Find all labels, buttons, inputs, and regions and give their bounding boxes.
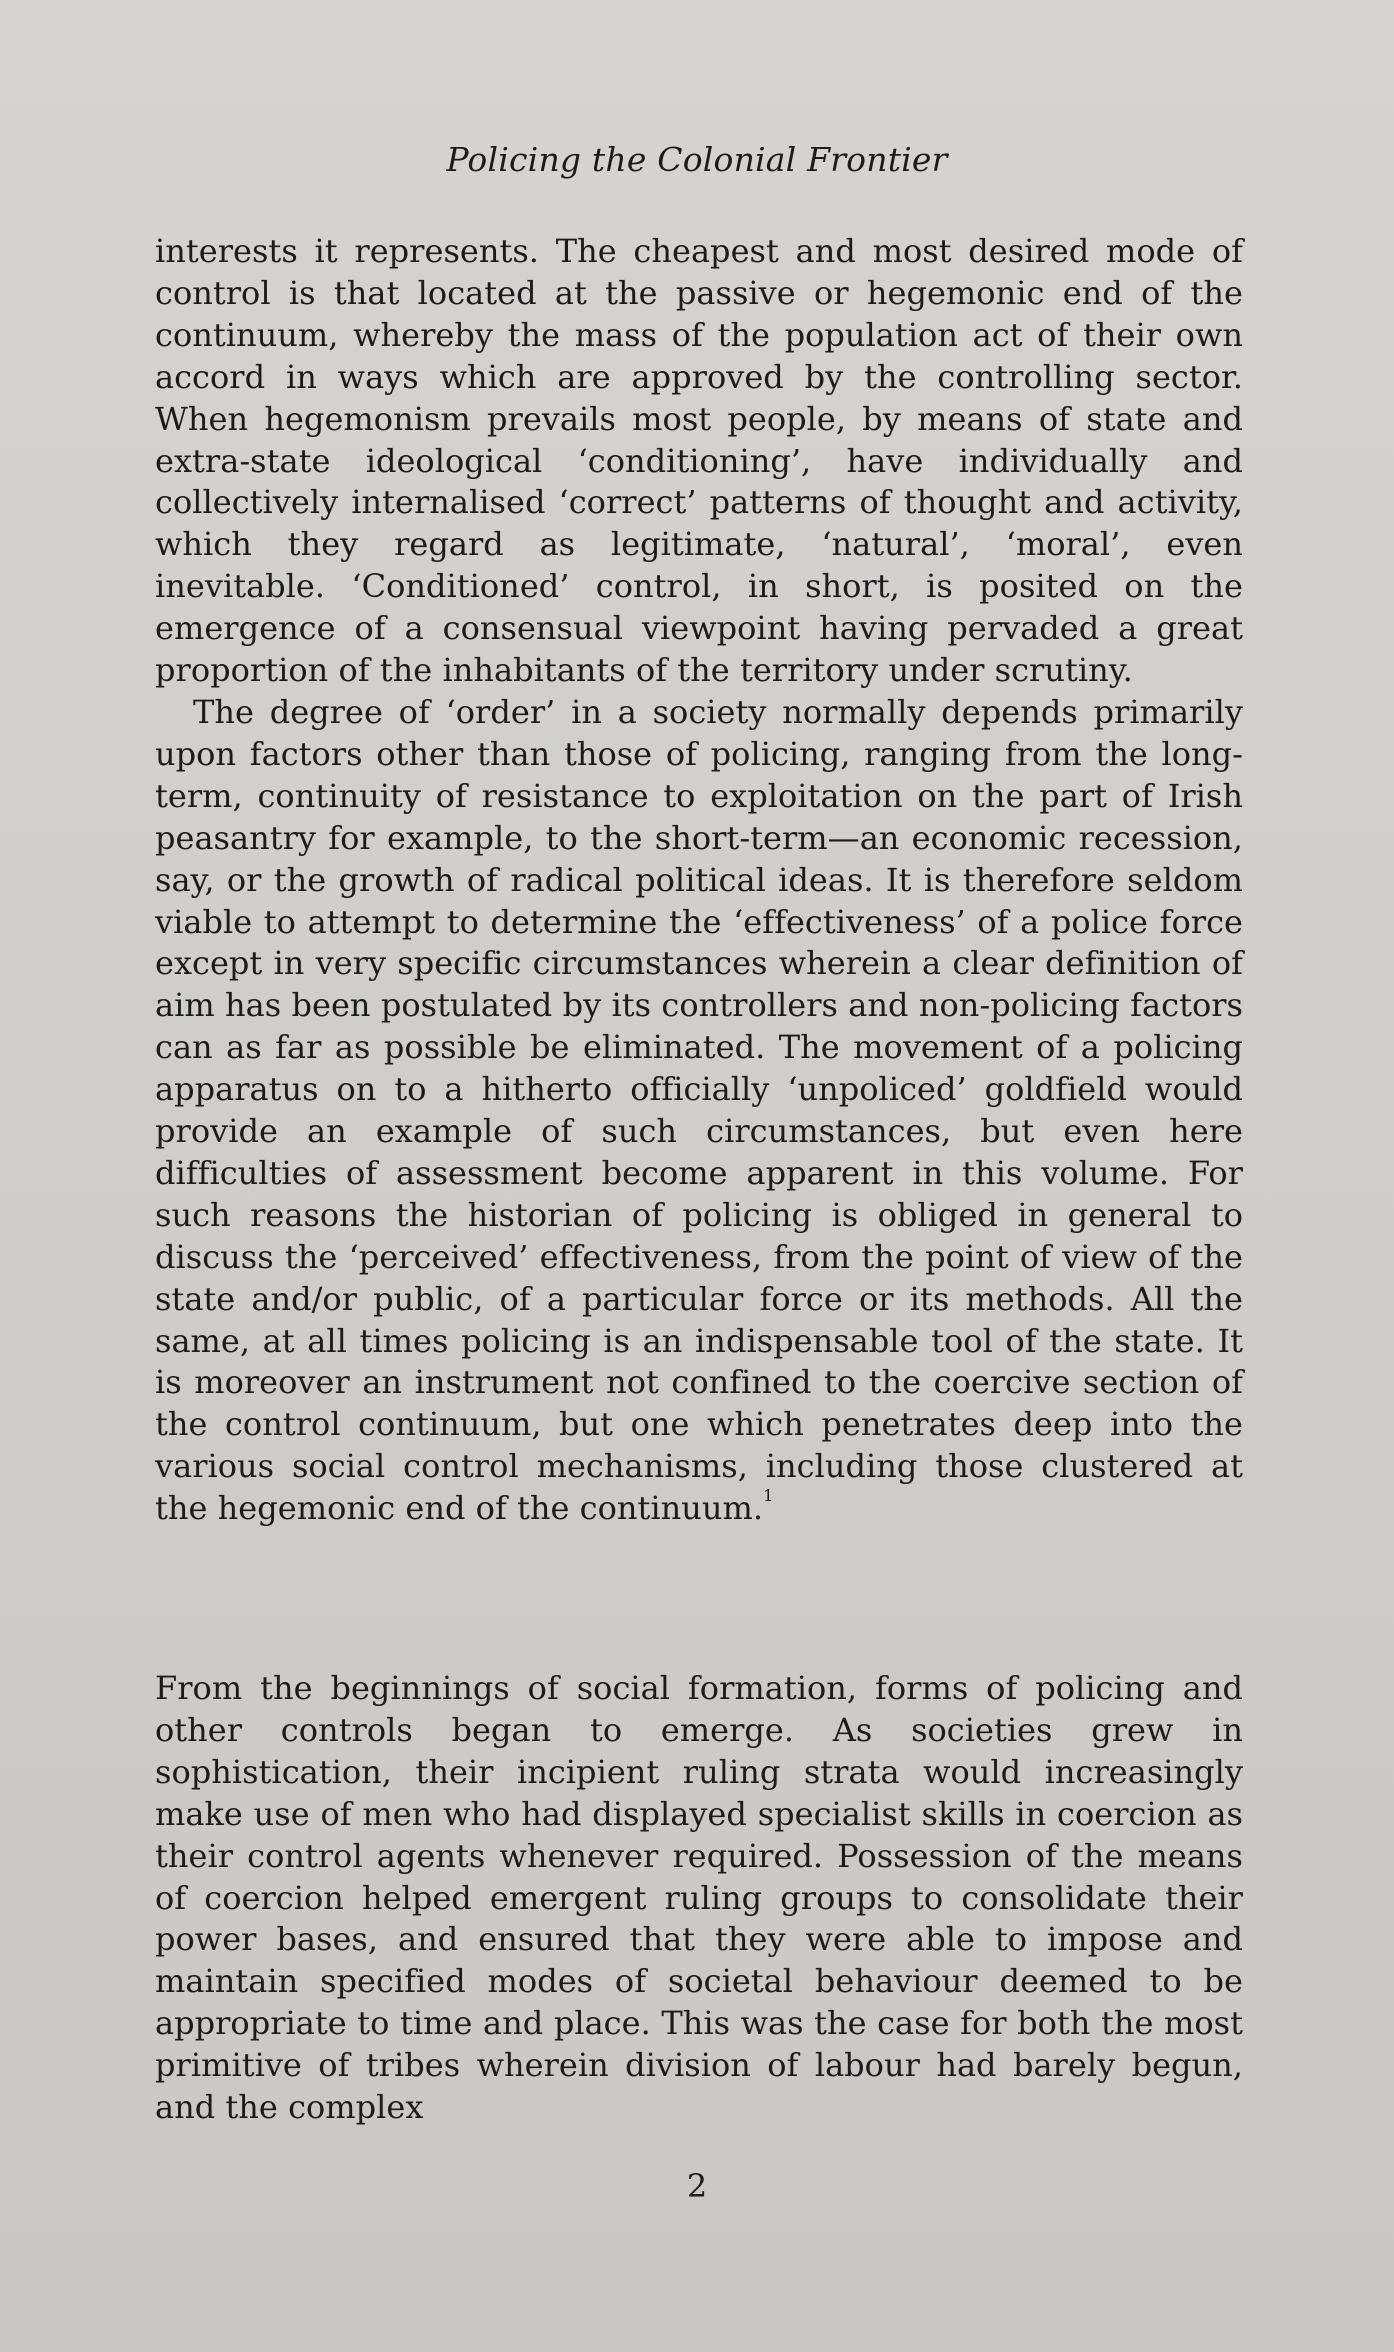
text-block-lower bbox=[155, 1668, 1243, 2129]
paragraph-section-start: From the beginnings of social formation, forms of policing and other controls began to emerge. As societies grew in sophistication, their incipient ruling strata would increasingly make use of men who had displayed specialist skills in coercion as their control agents whenever required. Possession of the means of coercion helped emergent ruling groups to consolidate their power bases, and ensured that they were able to impose and maintain specified modes of societal behaviour deemed to be appropriate to time and place. This was the case for both the most primitive of tribes wherein division of labour had barely begun, and the complex bbox=[155, 1669, 1243, 2127]
running-head: Policing the Colonial Frontier bbox=[446, 140, 948, 179]
paragraph-continued: interests it represents. The cheapest and most desired mode of control is that located at the passive or hegemonic end of the continuum, whereby the mass of the population act of their own accord in ways which are approved by the controlling sector. When hegemonism prevails most people, by means of state and extra-state ideological ‘conditioning’, have individually and collectively internalised ‘correct’ patterns of thought and activity, which they regard as legitimate, ‘natural’, ‘moral’, even inevitable. ‘Conditioned’ control, in short, is posited on the emergence of a consensual viewpoint having pervaded a great proportion of the inhabitants of the territory under scrutiny. bbox=[155, 232, 1243, 690]
footnote-marker[interactable]: 1 bbox=[763, 1486, 774, 1506]
text-block-upper bbox=[155, 231, 1243, 1530]
paragraph-text: The degree of ‘order’ in a society normally depends primarily upon factors other than those of policing, ranging from the long-term, continuity of resistance to exploitation on the part of Irish peasantry for example, to the short-term—an economic recession, say, or the growth of radical political ideas. It is therefore seldom viable to attempt to determine the ‘effectiveness’ of a police force except in very specific circumstances wherein a clear definition of aim has been postulated by its controllers and non-policing factors can as far as possible be eliminated. The movement of a policing apparatus on to a hitherto officially ‘unpoliced’ goldfield would provide an example of such circumstances, but even here difficulties of assessment become apparent in this volume. For such reasons the historian of policing is obliged in general to discuss the ‘perceived’ effectiveness, from the point of view of the state and/or public, of a particular force or its methods. All the same, at all times policing is an indispensable tool of the state. It is moreover an instrument not confined to the coercive section of the control continuum, but one which penetrates deep into the various social control mechanisms, including those clustered at the hegemonic end of the continuum. bbox=[155, 692, 1243, 1528]
paragraph bbox=[155, 692, 1243, 1530]
page-number: 2 bbox=[686, 2167, 708, 2205]
